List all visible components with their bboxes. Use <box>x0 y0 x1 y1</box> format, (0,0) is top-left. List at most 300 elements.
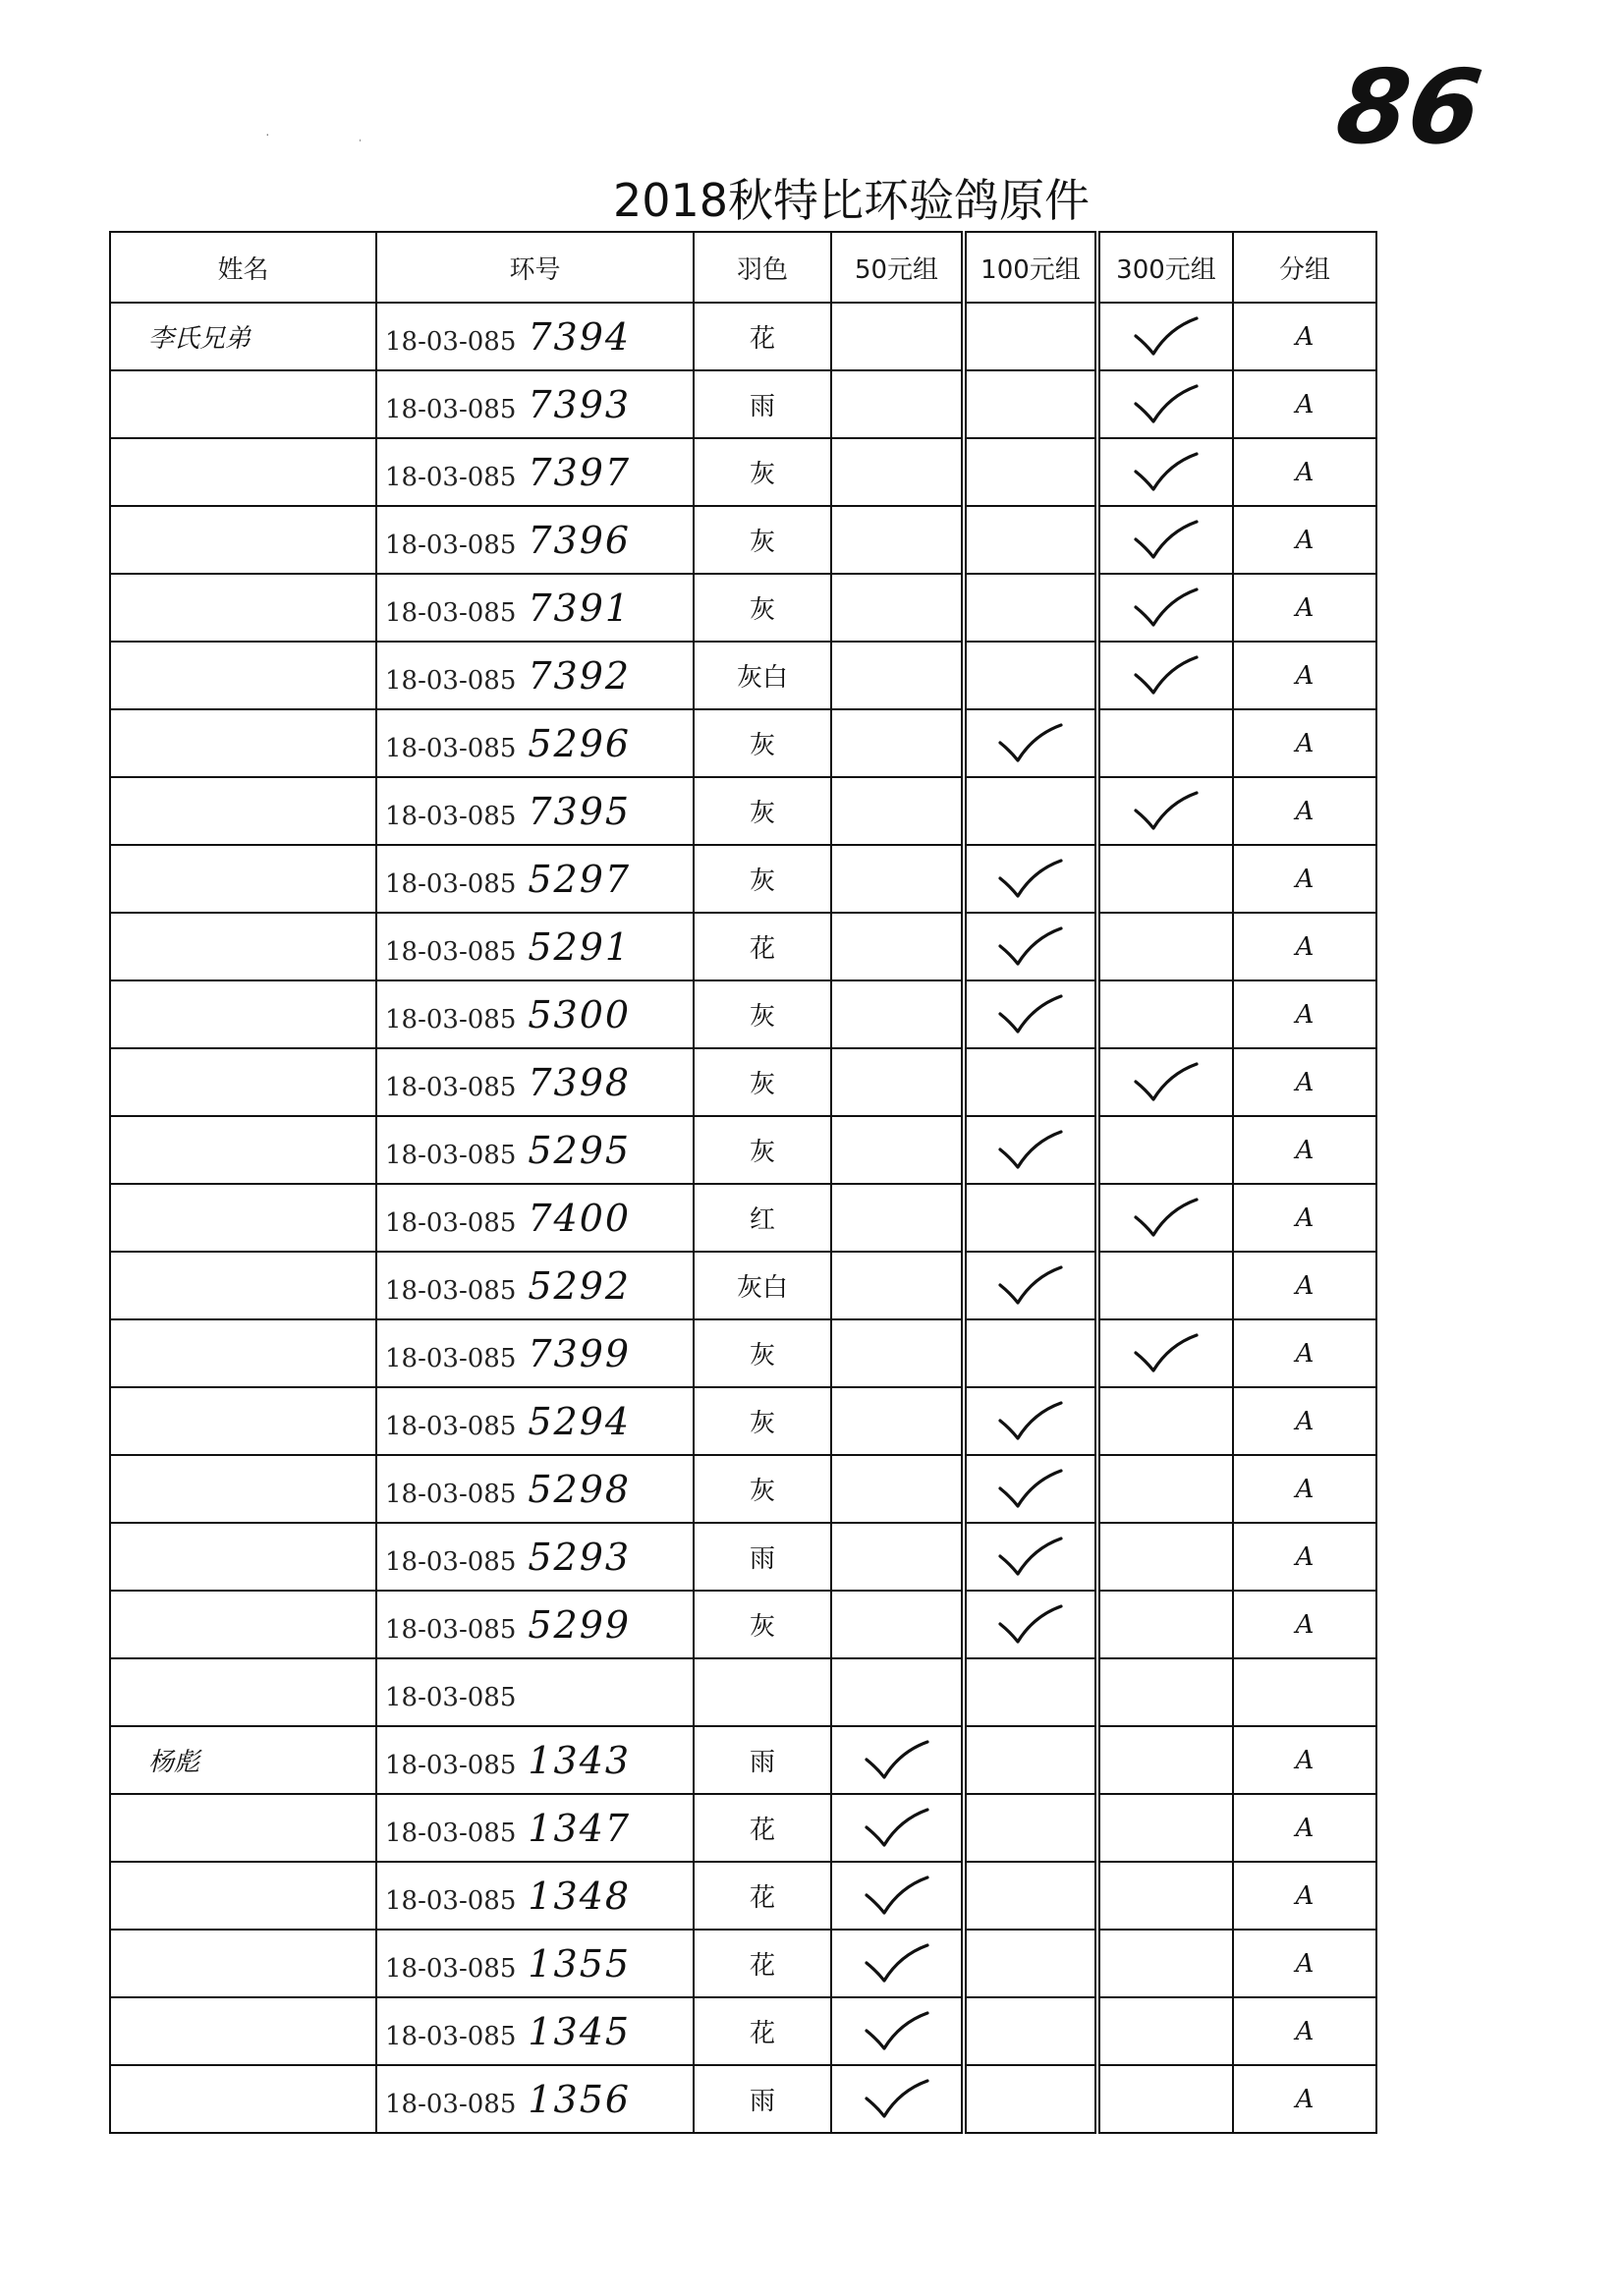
group-letter: A <box>1233 1387 1376 1455</box>
check-mark-icon <box>996 1467 1065 1512</box>
cell-100-group <box>964 303 1097 370</box>
cell-50-group <box>831 1252 964 1319</box>
header-group: 分组 <box>1233 232 1376 303</box>
ring-number-cell <box>376 1794 694 1862</box>
feather-color: 雨 <box>694 1726 831 1794</box>
check-mark-icon <box>863 1874 931 1919</box>
cell-100-group <box>964 1116 1097 1184</box>
cell-300-group <box>1097 1455 1233 1523</box>
feather-color: 灰 <box>694 438 831 506</box>
table-row <box>110 777 1376 845</box>
ring-prefix: 18-03-085 <box>385 665 517 696</box>
table-row <box>110 303 1376 370</box>
cell-50-group <box>831 1319 964 1387</box>
header-300-group: 300元组 <box>1097 232 1233 303</box>
owner-name <box>110 1930 376 1997</box>
group-letter: A <box>1233 1523 1376 1591</box>
owner-name <box>110 506 376 574</box>
ring-prefix: 18-03-085 <box>385 1818 517 1848</box>
ring-number-cell <box>376 1319 694 1387</box>
cell-100-group <box>964 980 1097 1048</box>
table-row <box>110 1997 1376 2065</box>
table-row <box>110 1591 1376 1658</box>
owner-name <box>110 1184 376 1252</box>
feather-color: 灰 <box>694 777 831 845</box>
check-mark-icon <box>1132 789 1201 834</box>
owner-name <box>110 574 376 642</box>
check-mark-icon <box>863 2077 931 2122</box>
cell-50-group <box>831 2065 964 2133</box>
owner-name <box>110 1116 376 1184</box>
cell-100-group <box>964 709 1097 777</box>
ring-handwritten-number: 1347 <box>528 1806 632 1850</box>
group-letter: A <box>1233 980 1376 1048</box>
ring-handwritten-number: 5299 <box>528 1602 632 1647</box>
ring-prefix: 18-03-085 <box>385 1411 517 1441</box>
check-mark-icon <box>996 1399 1065 1444</box>
table-row <box>110 1658 1376 1726</box>
ring-number-cell <box>376 1658 694 1726</box>
cell-300-group <box>1097 913 1233 980</box>
cell-100-group <box>964 1930 1097 1997</box>
check-mark-icon <box>996 1128 1065 1173</box>
group-letter: A <box>1233 642 1376 709</box>
ring-prefix: 18-03-085 <box>385 1750 517 1780</box>
feather-color: 灰 <box>694 506 831 574</box>
ring-handwritten-number: 7391 <box>528 586 632 630</box>
owner-name <box>110 709 376 777</box>
cell-50-group <box>831 1048 964 1116</box>
check-mark-icon <box>1132 382 1201 427</box>
table-row <box>110 1862 1376 1930</box>
ring-handwritten-number: 5295 <box>528 1128 632 1172</box>
ring-number-cell <box>376 506 694 574</box>
ring-prefix: 18-03-085 <box>385 1546 517 1577</box>
feather-color: 花 <box>694 1930 831 1997</box>
check-mark-icon <box>863 1806 931 1851</box>
cell-50-group <box>831 1794 964 1862</box>
header-name: 姓名 <box>110 232 376 303</box>
ring-handwritten-number: 5292 <box>528 1263 632 1308</box>
cell-100-group <box>964 1252 1097 1319</box>
cell-50-group <box>831 1997 964 2065</box>
table-row <box>110 1387 1376 1455</box>
cell-300-group <box>1097 506 1233 574</box>
cell-100-group <box>964 913 1097 980</box>
ring-number-cell <box>376 303 694 370</box>
cell-300-group <box>1097 1930 1233 1997</box>
ring-handwritten-number: 7394 <box>528 314 632 359</box>
ring-prefix: 18-03-085 <box>385 1004 517 1035</box>
cell-50-group <box>831 1726 964 1794</box>
check-mark-icon <box>1132 1196 1201 1241</box>
feather-color: 灰 <box>694 574 831 642</box>
owner-name <box>110 370 376 438</box>
ring-number-cell <box>376 2065 694 2133</box>
cell-50-group <box>831 303 964 370</box>
feather-color: 雨 <box>694 2065 831 2133</box>
check-mark-icon <box>1132 1331 1201 1376</box>
ring-number-cell <box>376 845 694 913</box>
ring-prefix: 18-03-085 <box>385 462 517 492</box>
ring-number-cell <box>376 1997 694 2065</box>
ring-prefix: 18-03-085 <box>385 394 517 424</box>
group-letter: A <box>1233 845 1376 913</box>
check-mark-icon <box>1132 1060 1201 1105</box>
table-row <box>110 1319 1376 1387</box>
cell-50-group <box>831 777 964 845</box>
owner-name <box>110 2065 376 2133</box>
ring-handwritten-number: 1343 <box>528 1738 632 1782</box>
check-mark-icon <box>996 857 1065 902</box>
cell-300-group <box>1097 845 1233 913</box>
owner-name <box>110 1794 376 1862</box>
table-row <box>110 2065 1376 2133</box>
table-row <box>110 980 1376 1048</box>
cell-300-group <box>1097 1862 1233 1930</box>
cell-100-group <box>964 1726 1097 1794</box>
feather-color: 雨 <box>694 370 831 438</box>
cell-300-group <box>1097 370 1233 438</box>
scan-specks: · ˌ <box>265 126 363 141</box>
ring-prefix: 18-03-085 <box>385 1140 517 1170</box>
ring-handwritten-number: 7393 <box>528 382 632 426</box>
ring-number-cell <box>376 1252 694 1319</box>
page-number: 86 <box>1329 47 1489 167</box>
table-row <box>110 370 1376 438</box>
cell-300-group <box>1097 642 1233 709</box>
feather-color: 灰 <box>694 1319 831 1387</box>
cell-300-group <box>1097 1184 1233 1252</box>
cell-300-group <box>1097 574 1233 642</box>
cell-300-group <box>1097 980 1233 1048</box>
ring-prefix: 18-03-085 <box>385 733 517 763</box>
feather-color: 灰白 <box>694 642 831 709</box>
group-letter <box>1233 1658 1376 1726</box>
table-row <box>110 1930 1376 1997</box>
cell-100-group <box>964 1455 1097 1523</box>
ring-prefix: 18-03-085 <box>385 326 517 357</box>
cell-100-group <box>964 438 1097 506</box>
cell-300-group <box>1097 1794 1233 1862</box>
table-row <box>110 574 1376 642</box>
cell-50-group <box>831 574 964 642</box>
check-mark-icon <box>996 721 1065 766</box>
feather-color: 灰白 <box>694 1252 831 1319</box>
group-letter: A <box>1233 370 1376 438</box>
check-mark-icon <box>996 1535 1065 1580</box>
feather-color: 灰 <box>694 980 831 1048</box>
cell-100-group <box>964 1862 1097 1930</box>
cell-300-group <box>1097 2065 1233 2133</box>
table-row <box>110 709 1376 777</box>
cell-100-group <box>964 370 1097 438</box>
table-row <box>110 1523 1376 1591</box>
owner-name <box>110 642 376 709</box>
ring-handwritten-number: 7400 <box>528 1196 632 1240</box>
group-letter: A <box>1233 1048 1376 1116</box>
group-letter: A <box>1233 777 1376 845</box>
cell-100-group <box>964 506 1097 574</box>
cell-300-group <box>1097 777 1233 845</box>
ring-prefix: 18-03-085 <box>385 2089 517 2119</box>
ring-number-cell <box>376 980 694 1048</box>
cell-300-group <box>1097 1523 1233 1591</box>
group-letter: A <box>1233 438 1376 506</box>
feather-color: 灰 <box>694 1387 831 1455</box>
ring-number-cell <box>376 709 694 777</box>
ring-number-cell <box>376 1591 694 1658</box>
ring-prefix: 18-03-085 <box>385 1479 517 1509</box>
ring-handwritten-number: 5293 <box>528 1535 632 1579</box>
owner-name <box>110 1591 376 1658</box>
cell-50-group <box>831 1930 964 1997</box>
owner-name: 杨彪 <box>110 1726 376 1794</box>
owner-name: 李氏兄弟 <box>110 303 376 370</box>
ring-prefix: 18-03-085 <box>385 597 517 628</box>
ring-prefix: 18-03-085 <box>385 1275 517 1306</box>
cell-300-group <box>1097 303 1233 370</box>
cell-50-group <box>831 642 964 709</box>
ring-handwritten-number: 7399 <box>528 1331 632 1375</box>
ring-prefix: 18-03-085 <box>385 1885 517 1916</box>
ring-number-cell <box>376 1387 694 1455</box>
ring-handwritten-number: 1356 <box>528 2077 632 2121</box>
feather-color: 雨 <box>694 1523 831 1591</box>
cell-300-group <box>1097 1997 1233 2065</box>
owner-name <box>110 845 376 913</box>
ring-handwritten-number: 5297 <box>528 857 632 901</box>
owner-name <box>110 980 376 1048</box>
cell-50-group <box>831 438 964 506</box>
feather-color: 灰 <box>694 1116 831 1184</box>
cell-300-group <box>1097 709 1233 777</box>
group-letter: A <box>1233 303 1376 370</box>
group-letter: A <box>1233 1591 1376 1658</box>
table-row <box>110 845 1376 913</box>
check-mark-icon <box>863 2009 931 2054</box>
cell-300-group <box>1097 1591 1233 1658</box>
ring-number-cell <box>376 574 694 642</box>
ring-handwritten-number: 1355 <box>528 1941 632 1986</box>
ring-number-cell <box>376 1048 694 1116</box>
group-letter: A <box>1233 1116 1376 1184</box>
cell-50-group <box>831 1658 964 1726</box>
check-mark-icon <box>996 1263 1065 1309</box>
table-row <box>110 913 1376 980</box>
cell-100-group <box>964 845 1097 913</box>
ring-number-cell <box>376 777 694 845</box>
ring-number-cell <box>376 642 694 709</box>
ring-prefix: 18-03-085 <box>385 1072 517 1102</box>
cell-100-group <box>964 642 1097 709</box>
ring-number-cell <box>376 1116 694 1184</box>
cell-50-group <box>831 370 964 438</box>
table-row <box>110 1455 1376 1523</box>
ring-prefix: 18-03-085 <box>385 1953 517 1984</box>
ring-number-cell <box>376 1523 694 1591</box>
ring-handwritten-number: 5298 <box>528 1467 632 1511</box>
check-mark-icon <box>1132 450 1201 495</box>
feather-color: 灰 <box>694 1048 831 1116</box>
ring-handwritten-number: 7398 <box>528 1060 632 1104</box>
cell-100-group <box>964 1184 1097 1252</box>
cell-50-group <box>831 1455 964 1523</box>
ring-handwritten-number: 5291 <box>528 924 632 969</box>
feather-color: 花 <box>694 1997 831 2065</box>
check-mark-icon <box>996 924 1065 970</box>
ring-handwritten-number: 7392 <box>528 653 632 698</box>
header-100-group: 100元组 <box>964 232 1097 303</box>
feather-color: 灰 <box>694 709 831 777</box>
check-mark-icon <box>996 992 1065 1037</box>
cell-100-group <box>964 1523 1097 1591</box>
group-letter: A <box>1233 709 1376 777</box>
ring-handwritten-number: 1348 <box>528 1874 632 1918</box>
group-letter: A <box>1233 1930 1376 1997</box>
group-letter: A <box>1233 2065 1376 2133</box>
cell-50-group <box>831 709 964 777</box>
owner-name <box>110 1658 376 1726</box>
ring-number-cell <box>376 1726 694 1794</box>
table-row <box>110 642 1376 709</box>
owner-name <box>110 1048 376 1116</box>
table-row <box>110 1184 1376 1252</box>
cell-300-group <box>1097 1048 1233 1116</box>
document-title: 2018秋特比环验鸽原件 <box>612 174 1091 227</box>
table-row <box>110 1116 1376 1184</box>
ring-prefix: 18-03-085 <box>385 2021 517 2051</box>
cell-50-group <box>831 1523 964 1591</box>
table-row <box>110 1252 1376 1319</box>
ring-handwritten-number: 7396 <box>528 518 632 562</box>
owner-name <box>110 1997 376 2065</box>
cell-300-group <box>1097 1387 1233 1455</box>
ring-handwritten-number: 5296 <box>528 721 632 765</box>
cell-300-group <box>1097 1252 1233 1319</box>
ring-handwritten-number: 5294 <box>528 1399 632 1443</box>
check-mark-icon <box>1132 518 1201 563</box>
cell-100-group <box>964 1997 1097 2065</box>
group-letter: A <box>1233 1455 1376 1523</box>
ring-number-cell <box>376 1455 694 1523</box>
pigeon-ring-table <box>109 231 1377 2134</box>
feather-color: 花 <box>694 303 831 370</box>
header-color: 羽色 <box>694 232 831 303</box>
cell-300-group <box>1097 1116 1233 1184</box>
table-body <box>110 303 1376 2133</box>
cell-100-group <box>964 1794 1097 1862</box>
cell-50-group <box>831 1116 964 1184</box>
group-letter: A <box>1233 1252 1376 1319</box>
cell-100-group <box>964 1591 1097 1658</box>
check-mark-icon <box>863 1738 931 1783</box>
table-header-row <box>110 232 1376 303</box>
ring-number-cell <box>376 370 694 438</box>
cell-100-group <box>964 574 1097 642</box>
ring-prefix: 18-03-085 <box>385 1343 517 1373</box>
cell-50-group <box>831 913 964 980</box>
group-letter: A <box>1233 1726 1376 1794</box>
feather-color: 花 <box>694 1862 831 1930</box>
cell-100-group <box>964 1048 1097 1116</box>
feather-color <box>694 1658 831 1726</box>
group-letter: A <box>1233 1862 1376 1930</box>
cell-100-group <box>964 2065 1097 2133</box>
group-letter: A <box>1233 1997 1376 2065</box>
cell-100-group <box>964 777 1097 845</box>
group-letter: A <box>1233 913 1376 980</box>
check-mark-icon <box>996 1602 1065 1648</box>
table-row <box>110 1794 1376 1862</box>
header-50-group: 50元组 <box>831 232 964 303</box>
cell-100-group <box>964 1319 1097 1387</box>
owner-name <box>110 1455 376 1523</box>
ring-number-cell <box>376 1184 694 1252</box>
table-row <box>110 438 1376 506</box>
ring-number-cell <box>376 1930 694 1997</box>
cell-50-group <box>831 1387 964 1455</box>
cell-50-group <box>831 1862 964 1930</box>
feather-color: 灰 <box>694 1591 831 1658</box>
check-mark-icon <box>863 1941 931 1987</box>
cell-50-group <box>831 1184 964 1252</box>
ring-number-cell <box>376 1862 694 1930</box>
check-mark-icon <box>1132 653 1201 699</box>
check-mark-icon <box>1132 586 1201 631</box>
ring-prefix: 18-03-085 <box>385 1207 517 1238</box>
ring-prefix: 18-03-085 <box>385 868 517 899</box>
ring-number-cell <box>376 438 694 506</box>
feather-color: 灰 <box>694 1455 831 1523</box>
owner-name <box>110 1862 376 1930</box>
ring-handwritten-number: 1345 <box>528 2009 632 2053</box>
table-row <box>110 1726 1376 1794</box>
ring-prefix: 18-03-085 <box>385 801 517 831</box>
group-letter: A <box>1233 1794 1376 1862</box>
feather-color: 红 <box>694 1184 831 1252</box>
owner-name <box>110 777 376 845</box>
feather-color: 花 <box>694 913 831 980</box>
table-row <box>110 506 1376 574</box>
owner-name <box>110 438 376 506</box>
feather-color: 灰 <box>694 845 831 913</box>
group-letter: A <box>1233 1184 1376 1252</box>
ring-handwritten-number: 5300 <box>528 992 632 1036</box>
cell-100-group <box>964 1658 1097 1726</box>
feather-color: 花 <box>694 1794 831 1862</box>
cell-300-group <box>1097 438 1233 506</box>
group-letter: A <box>1233 574 1376 642</box>
cell-50-group <box>831 506 964 574</box>
cell-100-group <box>964 1387 1097 1455</box>
cell-300-group <box>1097 1658 1233 1726</box>
group-letter: A <box>1233 1319 1376 1387</box>
cell-300-group <box>1097 1726 1233 1794</box>
owner-name <box>110 1387 376 1455</box>
ring-prefix: 18-03-085 <box>385 936 517 967</box>
owner-name <box>110 1523 376 1591</box>
cell-50-group <box>831 980 964 1048</box>
ring-prefix: 18-03-085 <box>385 1614 517 1645</box>
header-ring: 环号 <box>376 232 694 303</box>
cell-300-group <box>1097 1319 1233 1387</box>
cell-50-group <box>831 845 964 913</box>
owner-name <box>110 1252 376 1319</box>
group-letter: A <box>1233 506 1376 574</box>
ring-handwritten-number: 7395 <box>528 789 632 833</box>
owner-name <box>110 913 376 980</box>
